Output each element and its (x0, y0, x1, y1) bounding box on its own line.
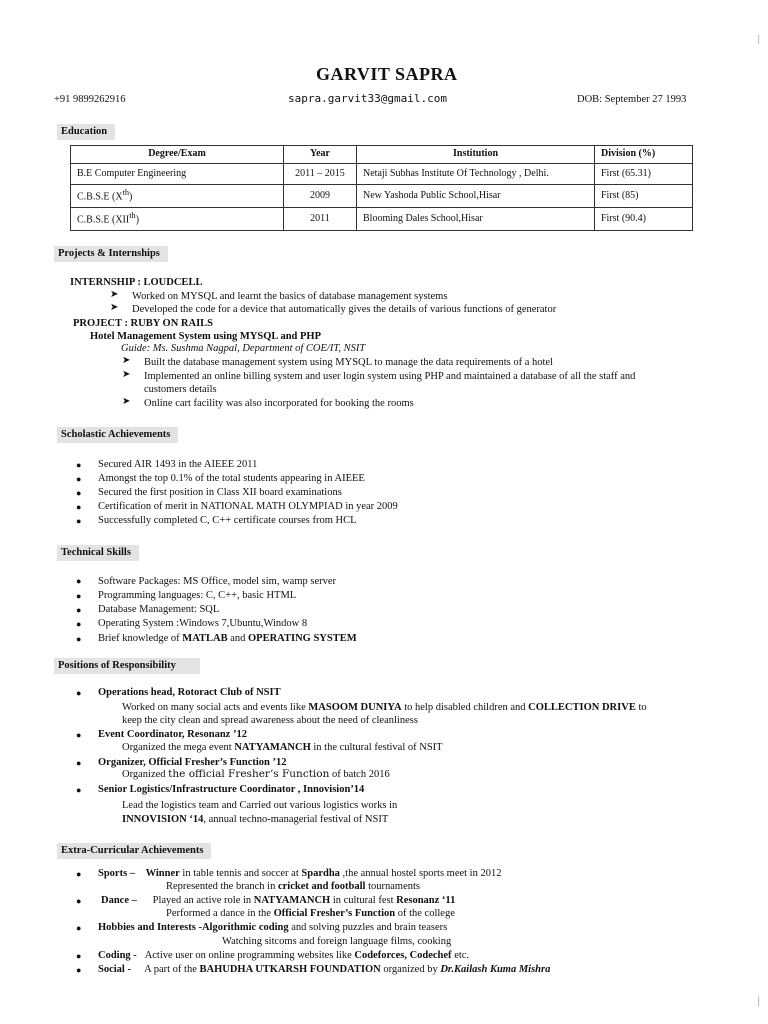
list-item: Brief knowledge of MATLAB and OPERATING SYSTEM (98, 633, 357, 644)
position-detail: keep the city clean and spread awareness about the need of cleanliness (122, 715, 418, 726)
internship-title: INTERNSHIP : LOUDCELL (70, 277, 203, 288)
round-bullet-icon: ● (76, 869, 82, 879)
phone-number: +91 9899262916 (54, 94, 126, 105)
arrow-bullet-icon: ➤ (122, 396, 131, 407)
column-header: Institution (357, 146, 595, 164)
extra-item: Dance – Played an active role in NATYAMANCH in cultural fest Resonanz ‘11 (101, 895, 456, 906)
round-bullet-icon: ● (76, 965, 82, 975)
table-header-row (71, 146, 693, 164)
extra-item: Coding - Active user on online programming websites like Codeforces, Codechef etc. (98, 950, 470, 961)
list-item: Secured the first position in Class XII board examinations (98, 487, 342, 498)
round-bullet-icon: ● (76, 488, 82, 498)
round-bullet-icon: ● (76, 758, 82, 768)
education-heading: Education (57, 124, 115, 140)
project-title: PROJECT : RUBY ON RAILS (73, 318, 214, 329)
division-cell: First (85) (595, 185, 693, 208)
list-item: Secured AIR 1493 in the AIEEE 2011 (98, 459, 258, 470)
institution-cell: New Yashoda Public School,Hisar (357, 185, 595, 208)
institution-cell: Netaji Subhas Institute Of Technology , Delhi. (357, 164, 595, 185)
round-bullet-icon: ● (76, 730, 82, 740)
list-item: Built the database management system using MYSQL to manage the data requirements of a hotel (144, 357, 554, 368)
column-header: Division (%) (595, 146, 693, 164)
degree-cell: B.E Computer Engineering (71, 164, 284, 185)
degree-cell: C.B.S.E (XIIth) (71, 208, 284, 231)
list-item: Successfully completed C, C++ certificate courses from HCL (98, 515, 357, 526)
round-bullet-icon: ● (76, 605, 82, 615)
position-detail: Lead the logistics team and Carried out various logistics works in (122, 800, 398, 811)
round-bullet-icon: ● (76, 785, 82, 795)
position-title: Operations head, Rotoract Club of NSIT (98, 687, 281, 698)
extra-detail: Represented the branch in cricket and football tournaments (166, 881, 420, 892)
round-bullet-icon: ● (76, 591, 82, 601)
positions-heading: Positions of Responsibility (54, 658, 200, 674)
round-bullet-icon: ● (76, 502, 82, 512)
list-item: Implemented an online billing system and user login system using PHP and maintained a database of all the staff and (144, 371, 636, 382)
round-bullet-icon: ● (76, 951, 82, 961)
position-title: Senior Logistics/Infrastructure Coordinator , Innovision’14 (98, 784, 365, 795)
skills-heading: Technical Skills (57, 545, 139, 561)
position-title: Organizer, Official Fresher’s Function ’12 (98, 757, 287, 768)
list-item: Programming languages: C, C++, basic HTML (98, 590, 297, 601)
position-detail: Organized the mega event NATYAMANCH in the cultural festival of NSIT (122, 742, 443, 753)
list-item: Operating System :Windows 7,Ubuntu,Window 8 (98, 618, 308, 629)
arrow-bullet-icon: ➤ (110, 289, 119, 300)
arrow-bullet-icon: ➤ (110, 302, 119, 313)
list-item: Worked on MYSQL and learnt the basics of database management systems (132, 291, 448, 302)
column-header: Degree/Exam (71, 146, 284, 164)
round-bullet-icon: ● (76, 923, 82, 933)
list-item: customers details (144, 384, 217, 395)
arrow-bullet-icon: ➤ (122, 355, 131, 366)
year-cell: 2009 (284, 185, 357, 208)
year-cell: 2011 (284, 208, 357, 231)
projects-heading: Projects & Internships (54, 246, 168, 262)
round-bullet-icon: ● (76, 474, 82, 484)
extra-curricular-heading: Extra-Curricular Achievements (57, 843, 211, 859)
round-bullet-icon: ● (76, 619, 82, 629)
extra-item: Hobbies and Interests -Algorithmic coding and solving puzzles and brain teasers (98, 922, 448, 933)
extra-item: Social - A part of the BAHUDHA UTKARSH FOUNDATION organized by Dr.Kailash Kuma Mishra (98, 964, 551, 975)
round-bullet-icon: ● (76, 688, 82, 698)
list-item: Database Management: SQL (98, 604, 220, 615)
page-corner-mark: | (757, 34, 761, 45)
institution-cell: Blooming Dales School,Hisar (357, 208, 595, 231)
round-bullet-icon: ● (76, 576, 82, 586)
list-item: Online cart facility was also incorporated for booking the rooms (144, 398, 414, 409)
scholastic-heading: Scholastic Achievements (57, 427, 178, 443)
division-cell: First (65.31) (595, 164, 693, 185)
date-of-birth: DOB: September 27 1993 (577, 94, 687, 105)
round-bullet-icon: ● (76, 634, 82, 644)
email-address: sapra.garvit33@gmail.com (288, 92, 447, 105)
table-row (71, 164, 693, 185)
round-bullet-icon: ● (76, 516, 82, 526)
round-bullet-icon: ● (76, 896, 82, 906)
year-cell: 2011 – 2015 (284, 164, 357, 185)
resume-name: GARVIT SAPRA (316, 64, 458, 84)
table-row (71, 208, 693, 231)
division-cell: First (90.4) (595, 208, 693, 231)
extra-detail: Watching sitcoms and foreign language films, cooking (222, 936, 452, 947)
project-subtitle: Hotel Management System using MYSQL and PHP (90, 331, 322, 342)
position-detail: Worked on many social acts and events like MASOOM DUNIYA to help disabled children and COLLECTION DRIVE to (122, 702, 647, 713)
arrow-bullet-icon: ➤ (122, 369, 131, 380)
list-item: Certification of merit in NATIONAL MATH OLYMPIAD in year 2009 (98, 501, 398, 512)
position-detail: Organized the official Fresher’s Function of batch 2016 (122, 768, 390, 780)
page-corner-mark: | (757, 996, 761, 1007)
position-title: Event Coordinator, Resonanz ’12 (98, 729, 247, 740)
extra-item: Sports – Winner in table tennis and soccer at Spardha ,the annual hostel sports meet in 2012 (98, 868, 502, 879)
education-table (70, 145, 693, 231)
list-item: Developed the code for a device that automatically gives the details of various functions of generator (132, 304, 557, 315)
list-item: Amongst the top 0.1% of the total students appearing in AIEEE (98, 473, 365, 484)
extra-detail: Performed a dance in the Official Fresher’s Function of the college (166, 908, 455, 919)
degree-cell: C.B.S.E (Xth) (71, 185, 284, 208)
column-header: Year (284, 146, 357, 164)
table-row (71, 185, 693, 208)
round-bullet-icon: ● (76, 460, 82, 470)
list-item: Software Packages: MS Office, model sim, wamp server (98, 576, 337, 587)
position-detail: INNOVISION ‘14, annual techno-managerial festival of NSIT (122, 814, 389, 825)
project-guide: Guide: Ms. Sushma Nagpal, Department of COE/IT, NSIT (121, 343, 366, 354)
